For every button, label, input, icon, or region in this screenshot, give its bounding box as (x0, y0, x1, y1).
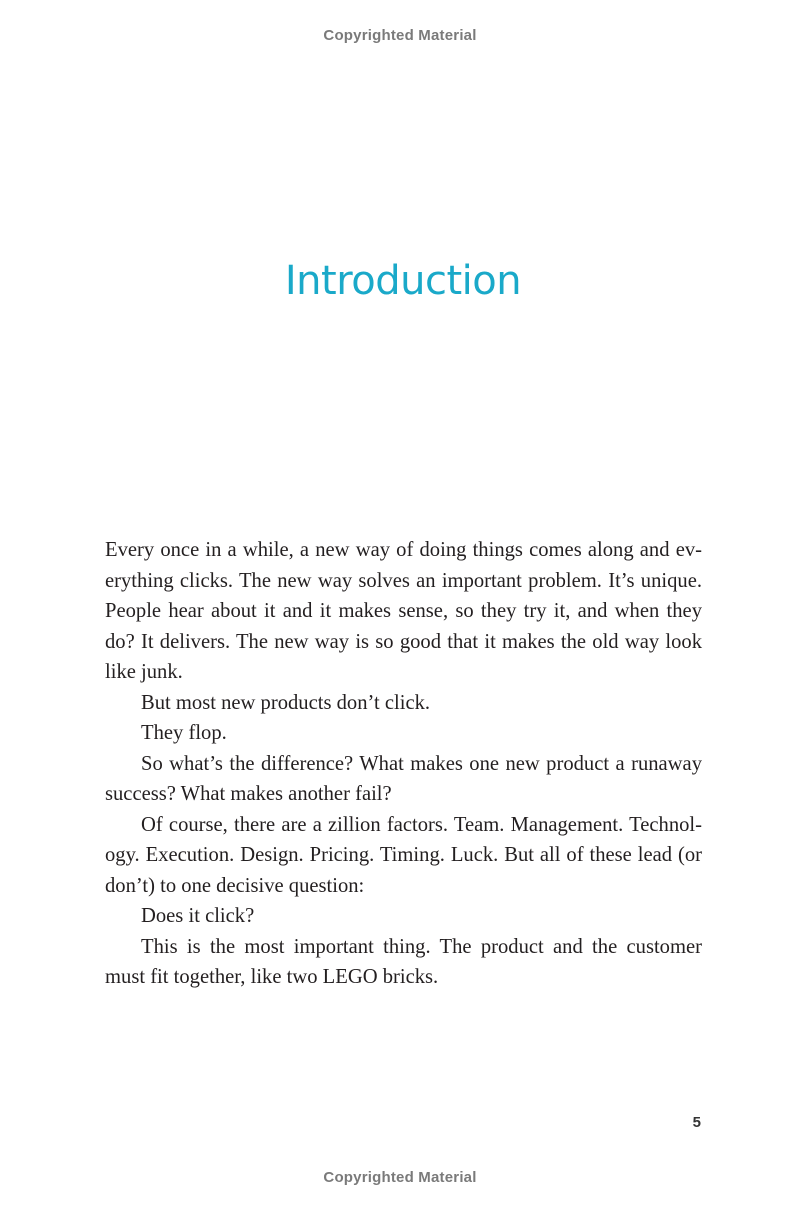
copyright-watermark-bottom: Copyrighted Material (323, 1169, 477, 1186)
paragraph: This is the most important thing. The product and the customer must fit together, like two LEGO bricks. (105, 935, 702, 988)
paragraph: But most new products don’t click. (141, 691, 431, 714)
paragraph: So what’s the difference? What makes one new product a runaway success? What makes another fail? (105, 752, 702, 805)
paragraph: Does it click? (141, 905, 255, 927)
copyright-watermark-top: Copyrighted Material (323, 27, 477, 44)
paragraph: They flop. (141, 722, 227, 744)
page-number: 5 (692, 1114, 701, 1131)
body-text (105, 535, 702, 993)
chapter-title: Introduction (284, 258, 522, 304)
paragraph: Of course, there are a zillion factors. Team. Management. Technology. Execution. Design. Pricing. Timing. Luck. But all of these lead (or don’t) to one decisive question: (105, 813, 702, 897)
paragraph: Every once in a while, a new way of doing things comes along and everything clicks. The new way solves an important problem. It’s unique. People hear about it and it makes sense, so they try it, and when they do? It delivers. The new way is so good that it makes the old way look like junk. (105, 539, 702, 683)
